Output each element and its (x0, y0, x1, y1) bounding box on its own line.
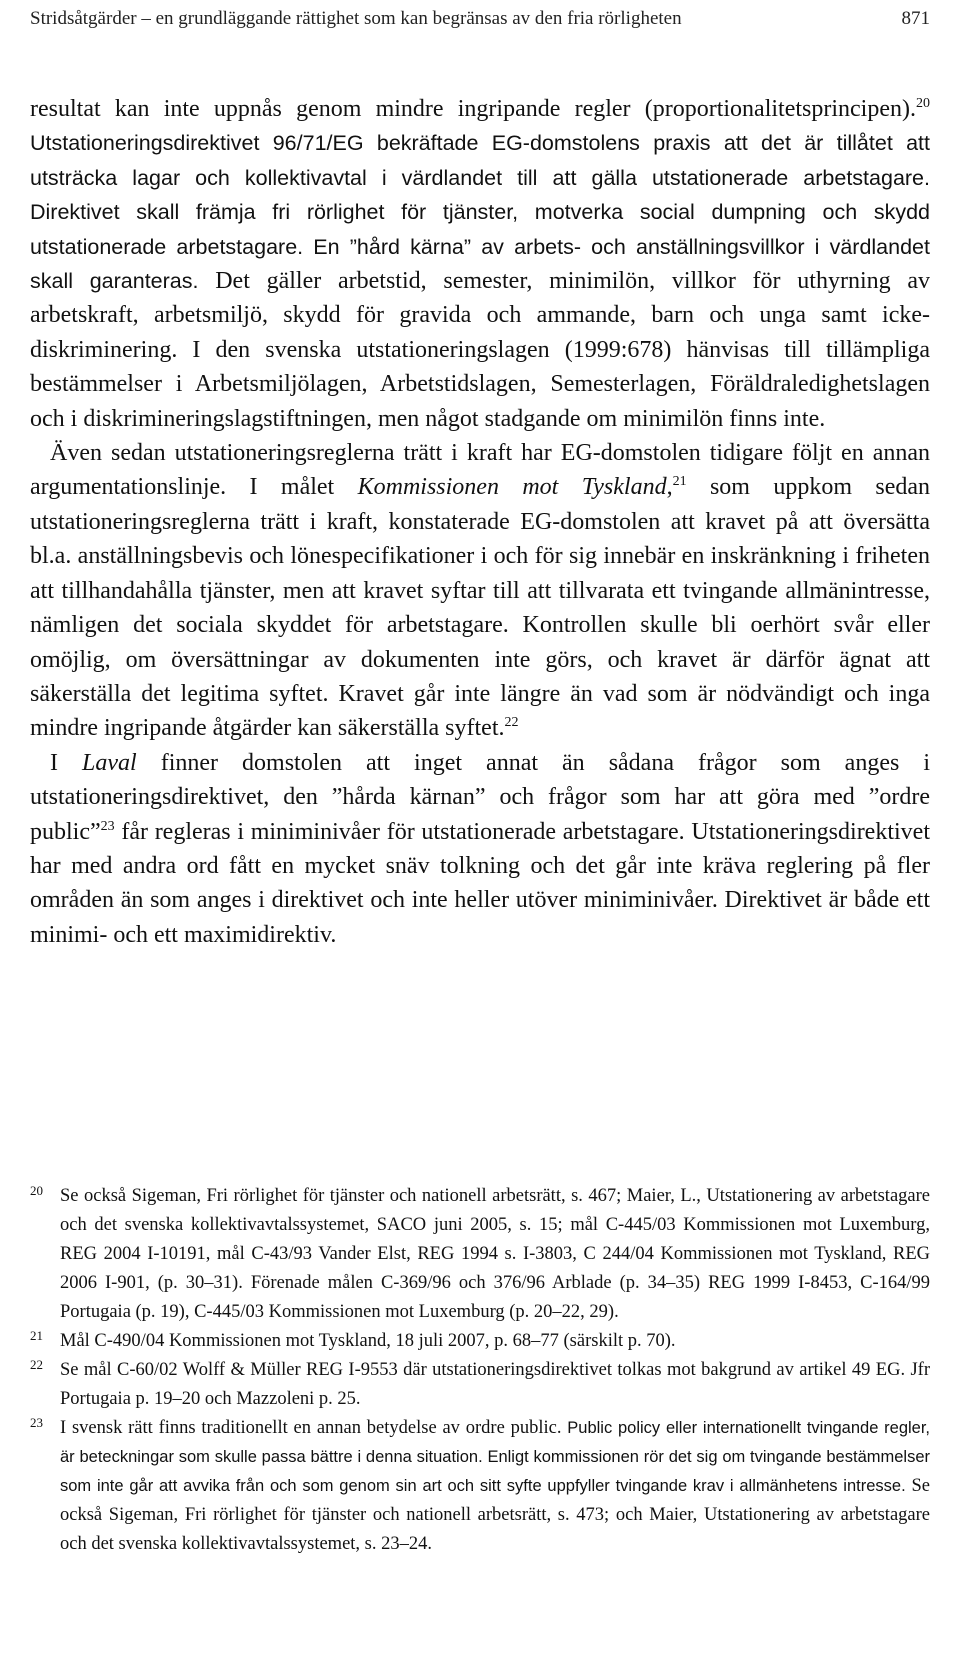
p1-sans-text: Utstationeringsdirektivet 96/71/EG bekräftade EG-domstolens praxis att det är tillåtet att utsträcka lagar och kollektivavtal i värdlandet till att gälla utstationerade arbetstagare. Direktivet skall främja fri rörlighet för tjänster, motverka social dumpning och skydd utstationerade arbetstagare. En ”hård kärna” av arbets- och anställningsvillkor i värdlandet skall garanteras. (30, 131, 930, 294)
p1-text-a: resultat kan inte uppnås genom mindre ingripande regler (proportionalitetsprincipen). (30, 96, 916, 122)
case-name-laval: Laval (82, 749, 137, 776)
p2-text-c: som uppkom sedan utstationeringsreglerna trätt i kraft, konstaterade EG-domstolen att kravet på att översätta bl.a. anställningsbevis och lönespecifikationer i och för sig innebär en inskränkning i friheten att tillhandahålla tjänster, men att kravet syftar till att tillvarata ett tvingande allmänintresse, nämligen det sociala skyddet för arbetstagare. Kontrollen skulle bli oerhört svår eller omöjlig, om översättningar av dokumenten inte görs, och kravet är därför ägnat att säkerställa det legitima syftet. Kravet går inte längre än vad som är nödvändigt och inga mindre ingripande åtgärder kan säkerställa syftet. (30, 474, 931, 742)
body-text (30, 92, 930, 952)
p2-text-b: , (666, 474, 673, 501)
footnote-text: Se också Sigeman, Fri rörlighet för tjänster och nationell arbetsrätt, s. 467; Maier, L., Utstationering av arbetstagare och det svenska kollektivavtalssystemet, SACO juni 2005, s. 15; mål C-445/03 Kommissionen mot Luxemburg, REG 2004 I-10191, mål C-43/93 Vander Elst, REG 1994 s. I-3803, C 244/04 Kommissionen mot Tyskland, REG 2006 I-901, (p. 30–31). Förenade målen C-369/96 och 376/96 Arblade (p. 34–35) REG 1999 I-8453, C-164/99 Portugaia (p. 19), C-445/03 Kommissionen mot Luxemburg (p. 20–22, 29). (60, 1186, 930, 1322)
footnote-21 (30, 1327, 930, 1356)
running-header (30, 8, 930, 30)
footnote-ref-20[interactable]: 20 (916, 96, 930, 111)
footnote-number: 22 (30, 1357, 43, 1372)
footnote-text-b: Se också Sigeman, Fri rörlighet för tjänster och nationell arbetsrätt, s. 473; och Maier, Utstationering av arbetstagare och det svenska kollektivavtalssystemet, s. 23–24. (60, 1476, 931, 1554)
footnote-20 (30, 1182, 930, 1327)
footnote-text: Se mål C-60/02 Wolff & Müller REG I-9553 där utstationeringsdirektivet tolkas mot bakgrund av artikel 49 EG. Jfr Portugaia p. 19–20 och Mazzoleni p. 25. (60, 1360, 930, 1409)
p2-text-a: Även sedan utstationeringsreglerna trätt i kraft har EG-domstolen tidigare följt en annan argumentationslinje. I målet (30, 440, 930, 501)
footnote-ref-21[interactable]: 21 (672, 474, 687, 490)
footnote-ref-22[interactable]: 22 (504, 715, 519, 731)
paragraph-3 (30, 746, 930, 952)
case-name-kommissionen: Kommissionen mot Tyskland (357, 474, 667, 501)
paragraph-2 (30, 436, 930, 746)
p3-text-b: finner domstolen att inget annat än sådana frågor som anges i utstationeringsdirektivet, den ”hårda kärnan” och frågor som har att göra med ”ordre public” (30, 749, 930, 845)
footnote-ref-23[interactable]: 23 (100, 818, 115, 834)
p1-text-c: Det gäller arbetstid, semester, minimilön, villkor för uthyrning av arbetskraft, arbetsmiljö, skydd för gravida och ammande, barn och unga samt icke-diskriminering. I den svenska utstationeringslagen (1999:678) hänvisas till tillämpliga bestämmelser i Arbetsmiljölagen, Arbetstidslagen, Semesterlagen, Föräldraledighetslagen och i diskrimineringslagstiftningen, men något stadgande om minimilön finns inte. (30, 268, 930, 432)
footnotes (30, 1182, 930, 1559)
footnote-text: Mål C-490/04 Kommissionen mot Tyskland, 18 juli 2007, p. 68–77 (särskilt p. 70). (60, 1331, 676, 1351)
footnote-text-a: I svensk rätt finns traditionellt en annan betydelse av ordre public. (60, 1418, 568, 1438)
running-title: Stridsåtgärder – en grundläggande rättighet som kan begränsas av den fria rörligheten (30, 8, 682, 29)
p3-text-a: I (50, 749, 83, 776)
footnote-22 (30, 1356, 930, 1414)
footnote-number: 21 (30, 1328, 43, 1343)
page-number: 871 (901, 8, 930, 29)
footnote-sans-text: Public policy eller internationellt tvingande regler, är beteckningar som skulle passa bättre i denna situation. Enligt kommissionen rör det sig om tvingande bestämmelser som inte går att avvika från och som genom sin art och sitt syfte uppfyller tvingande krav i allmänhetens intresse. (60, 1419, 931, 1495)
footnote-number: 20 (30, 1183, 43, 1198)
footnote-number: 23 (30, 1415, 43, 1430)
p3-text-c: får regleras i miniminivåer för utstationerade arbetstagare. Utstationeringsdirektivet har med andra ord fått en mycket snäv tolkning och det går inte kräva reglering på fler områden än som anges i direktivet och inte heller utöver miniminivåer. Direktivet är både ett minimi- och ett maximidirektiv. (30, 818, 930, 948)
footnote-23 (30, 1414, 930, 1559)
paragraph-1 (30, 92, 930, 436)
